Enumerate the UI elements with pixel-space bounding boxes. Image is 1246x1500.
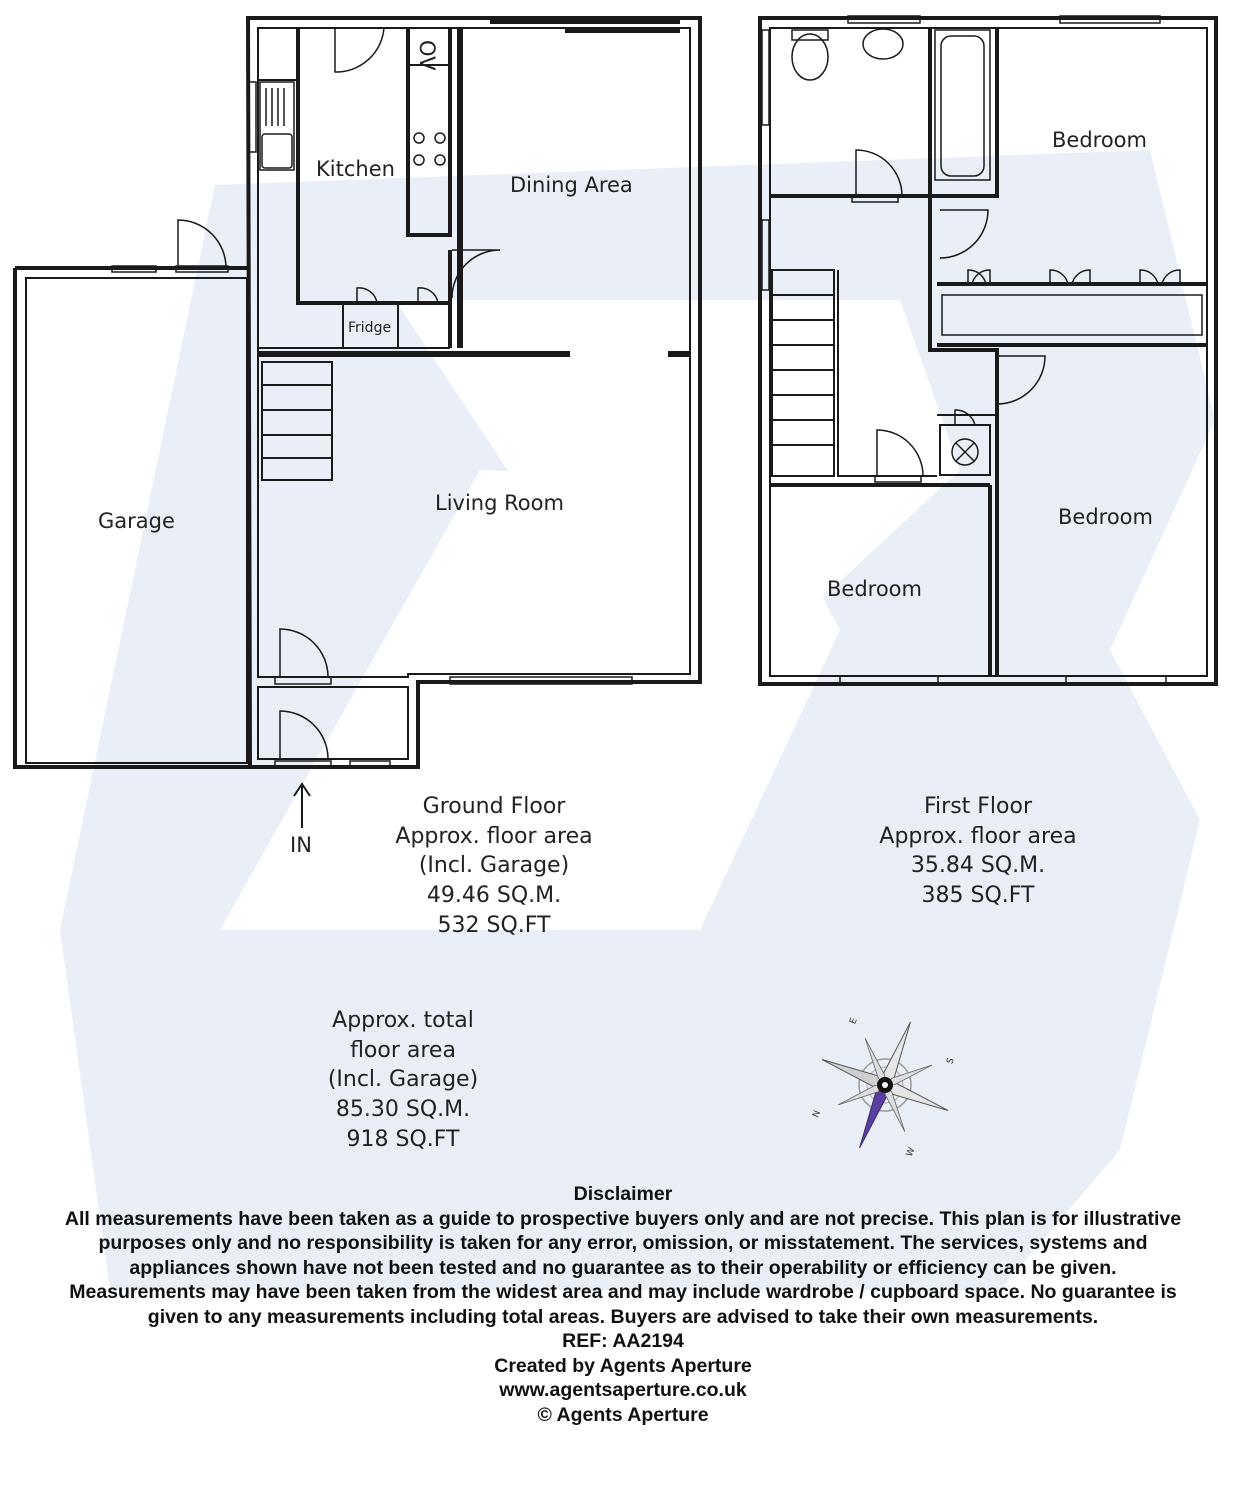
compass-e: E	[848, 1016, 860, 1026]
summary-line: 918 SQ.FT	[346, 1127, 460, 1152]
disclaimer-title: Disclaimer	[573, 1183, 673, 1205]
dining-area-label: Dining Area	[510, 173, 633, 197]
summary-line: First Floor	[923, 794, 1033, 819]
created-by: Created by Agents Aperture	[494, 1354, 752, 1377]
garage-label: Garage	[98, 509, 175, 533]
compass-w: W	[904, 1146, 918, 1159]
website-url: www.agentsaperture.co.uk	[499, 1379, 747, 1401]
disclaimer-body: All measurements have been taken as a guide to prospective buyers only and are not precise. This plan is for illustrative purposes only and no responsibility is taken for any error, omission, or misstatement. The services, systems and appliances shown have not been tested and no guarantee as to their operability or efficiency can be given. Measurements may have been taken from the widest area and may include wardrobe / cupboard space. No guarantee is given to any measurements including total areas. Buyers are advised to take their own measurements.	[64, 1207, 1182, 1328]
summary-line: (Incl. Garage)	[327, 1067, 479, 1092]
oven-label: OV	[415, 40, 439, 71]
hob	[414, 133, 445, 165]
entrance-label: IN	[290, 833, 312, 857]
reference: REF: AA2194	[562, 1330, 684, 1352]
compass-s: S	[945, 1056, 957, 1066]
living-room-label: Living Room	[435, 491, 564, 515]
summary-line: floor area	[350, 1038, 456, 1063]
kitchen-sink	[260, 82, 294, 170]
summary-line: Ground Floor	[422, 794, 566, 819]
basin	[863, 29, 903, 59]
disclaimer	[60, 1182, 1186, 1427]
kitchen-label: Kitchen	[316, 157, 395, 181]
copyright: © Agents Aperture	[537, 1403, 709, 1426]
watermark-logo	[60, 150, 1215, 1290]
bedroom-label: Bedroom	[1058, 505, 1153, 529]
compass-n: N	[811, 1109, 824, 1120]
summary-line: Approx. floor area	[879, 824, 1077, 849]
toilet	[792, 34, 828, 80]
summary-line: 49.46 SQ.M.	[426, 883, 562, 908]
summary-line: Approx. total	[332, 1008, 474, 1033]
fridge-label: Fridge	[348, 320, 392, 336]
bedroom-label: Bedroom	[827, 577, 922, 601]
summary-line: Approx. floor area	[395, 824, 593, 849]
summary-line: 35.84 SQ.M.	[910, 853, 1046, 878]
bedroom-label: Bedroom	[1052, 128, 1147, 152]
total-summary	[328, 1008, 478, 1152]
summary-line: 532 SQ.FT	[437, 913, 551, 938]
summary-line: (Incl. Garage)	[418, 853, 570, 878]
summary-line: 385 SQ.FT	[921, 883, 1035, 908]
summary-line: 85.30 SQ.M.	[335, 1097, 471, 1122]
